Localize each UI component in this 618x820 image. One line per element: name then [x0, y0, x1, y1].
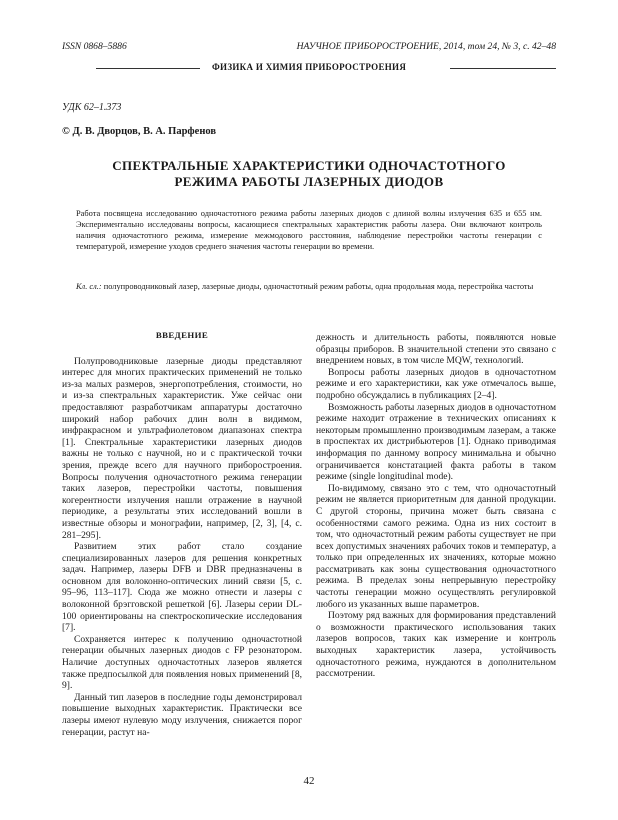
paragraph: Возможность работы лазерных диодов в одночастотном режиме находит отражение в технических описаниях к некоторым промышленно производимым лазерам, а также в проспектах их дистрибьютеров [1]. Однако приводимая информация по данному вопросу минимальна и обычно ограничивается констатацией факта работы в таком режиме (single longitudinal mode). [316, 401, 556, 483]
keywords-label: Кл. сл.: [76, 282, 102, 291]
abstract: Работа посвящена исследованию одночастотного режима работы лазерных диодов с длиной волны излучения 635 и 655 нм. Экспериментально исследованы вопросы, касающиеся спектральных характеристик работы лазера. Они включают контроль наличия одночастотного режима, измерение межмодового расстояния, наблюдение перестройки частоты генерации с температурой, измерение уходов среднего значения частоты генерации во времени. [76, 209, 542, 251]
title-line-2: РЕЖИМА РАБОТЫ ЛАЗЕРНЫХ ДИОДОВ [174, 174, 444, 189]
keywords-text: полупроводниковый лазер, лазерные диоды, одночастотный режим работы, одна продольная мода, перестройка частоты [103, 282, 534, 291]
authors: © Д. В. Дворцов, В. А. Парфенов [62, 126, 217, 137]
keywords [76, 281, 542, 292]
paragraph: Развитием этих работ стало создание специализированных лазеров для решения конкретных задач. Например, лазеры DFB и DBR предназначены в основном для волоконно-оптических линий связи [5, с. 95–96, 113–117]. Сюда же можно отнести и лазеры с волоконной брэгговской решеткой [6]. Лазеры серии DL-100 ориентированы на спектроскопические исследования [7]. [62, 541, 302, 634]
header-issn: ISSN 0868–5886 [62, 41, 127, 52]
title-line-1: СПЕКТРАЛЬНЫЕ ХАРАКТЕРИСТИКИ ОДНОЧАСТОТНОГО [112, 158, 506, 173]
left-column [62, 330, 302, 738]
paragraph: Сохраняется интерес к получению одночастотной генерации обычных лазерных диодов с FP резонатором. Наличие доступных одночастотных лазеров является также предпосылкой для появления новых применений [8, 9]. [62, 633, 302, 692]
paragraph: По-видимому, связано это с тем, что одночастотный режим не является приоритетным для данной продукции. С другой стороны, причина может быть связана с особенностями самого режима. Одна из них состоит в том, что одночастотный режим работы существует не при всех допустимых значениях рабочих токов и температур, а только при определенных их значениях, которые можно рассматривать как зоны существования одночастотного режима. В пределах зоны непрерывную перестройку частоты генерации можно осуществлять регулировкой любого из указанных выше параметров. [316, 482, 556, 610]
paragraph: Поэтому ряд важных для формирования представлений о возможности практического использования таких лазеров вопросов, таких как измерение и контроль выходных характеристик лазера, устойчивость одночастотного режима, нуждаются в дополнительном рассмотрении. [316, 610, 556, 680]
section-rule-right [450, 68, 556, 69]
page-number: 42 [303, 775, 315, 787]
paragraph: дежность и длительность работы, появляются новые образцы приборов. В значительной степени это связано с внедрением новых, в том числе MQW, технологий. [316, 332, 556, 367]
udc-code: УДК 62–1.373 [62, 102, 122, 113]
paragraph: Данный тип лазеров в последние годы демонстрировал повышение выходных характеристик. Практически все лазеры имеют нулевую моду излучения, снижается порог генерации, растут на- [62, 691, 302, 738]
section-title: ФИЗИКА И ХИМИЯ ПРИБОРОСТРОЕНИЯ [212, 62, 407, 72]
paragraph: Полупроводниковые лазерные диоды представляют интерес для многих практических применений не только из-за малых размеров, энергопотребления, стоимости, но и из-за спектральных характеристик. Уже сейчас они предоставляют разработчикам аппаратуры достаточно широкий набор рабочих длин волн в видимом, инфракрасном и ультрафиолетовом диапазонах спектра [1]. Спектральные характеристики лазерных диодов важны не только с научной, но и с практической точки зрения, прежде всего для научного приборостроения. Вопросы получения одночастотного режима генерации таких лазеров, перестройки частоты, повышения когерентности излучения нашли отражение в научной периодике, а результаты этих исследований вошли в известные обзоры и монографии, например, [2, 3], [4, с. 281–295]. [62, 355, 302, 541]
section-banner [62, 62, 556, 74]
right-column [316, 332, 556, 680]
intro-heading: ВВЕДЕНИЕ [155, 330, 209, 340]
section-rule-left [96, 68, 200, 69]
paragraph: Вопросы работы лазерных диодов в одночастотном режиме и его характеристики, как уже отмечалось выше, подробно обсуждались в публикациях [2–4]. [316, 366, 556, 401]
header-journal: НАУЧНОЕ ПРИБОРОСТРОЕНИЕ, 2014, том 24, № 3, с. 42–48 [296, 41, 556, 52]
article-title [62, 158, 556, 190]
